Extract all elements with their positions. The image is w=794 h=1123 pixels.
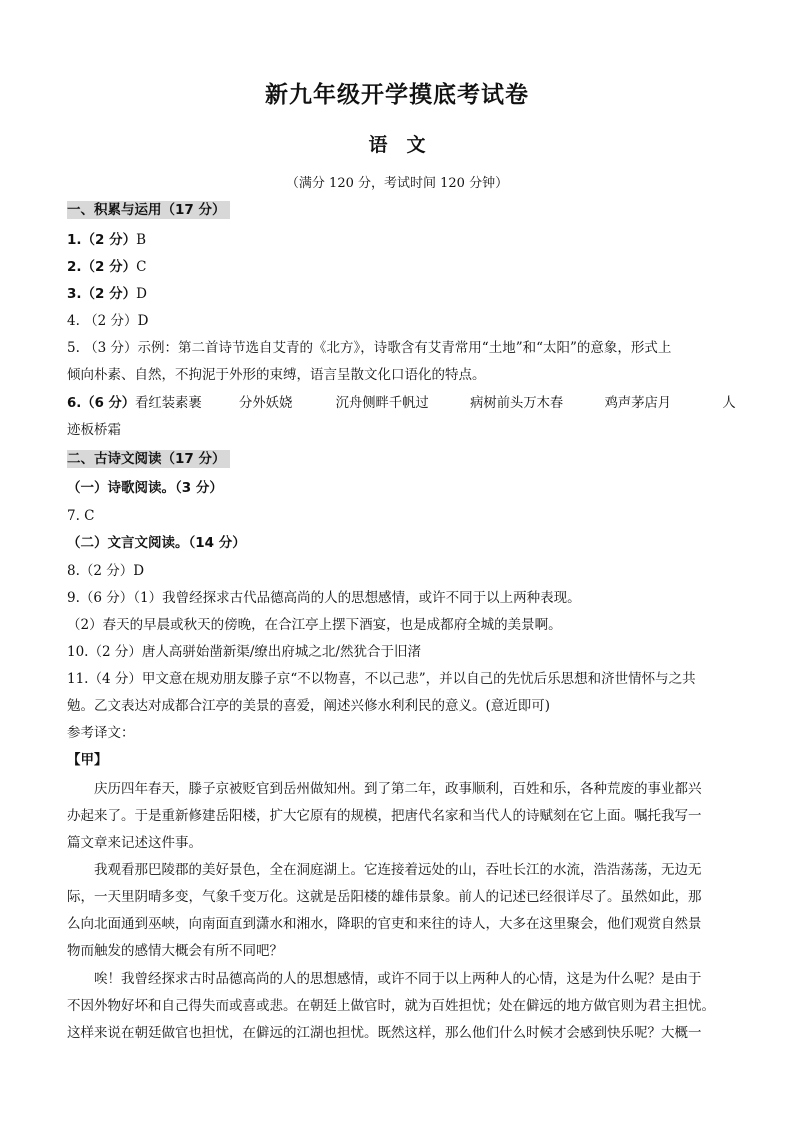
section-2-heading: 二、古诗文阅读（17 分） xyxy=(67,450,230,468)
exam-note: （满分 120 分，考试时间 120 分钟） xyxy=(285,176,509,191)
answer-q5-line1: 5. （3 分）示例：第二首诗节选自艾青的《北方》，诗歌含有艾青常用“土地”和“太阳”的意象，形式上 xyxy=(67,340,672,356)
answer-q10: 10.（2 分）唐人高骈始凿新渠/缭出府城之北/然犹合于旧渚 xyxy=(67,644,421,660)
translation-line: 么向北面通到巫峡，向南面直到潇水和湘水，降职的官吏和来往的诗人，大多在这里聚会，他们观赏自然景 xyxy=(67,916,702,932)
answer-q2: 2.（2 分）C xyxy=(67,259,147,275)
answer-q9-line2: （2）春天的早晨或秋天的傍晚，在合江亭上摆下酒宴，也是成都府全城的美景啊。 xyxy=(67,617,562,633)
answer-q5-line2: 倾向朴素、自然，不拘泥于外形的束缚，语言呈散文化口语化的特点。 xyxy=(67,367,486,383)
answer-q11-line2: 勉。乙文表达对成都合江亭的美景的喜爱，阐述兴修水利利民的意义。(意近即可) xyxy=(67,698,551,714)
part-2-heading: （二）文言文阅读。（14 分） xyxy=(67,535,246,551)
answer-q7: 7. C xyxy=(67,508,95,524)
answer-q6-line2: 迹板桥霜 xyxy=(67,422,121,438)
reference-translation-label: 参考译文： xyxy=(67,725,135,741)
translation-line: 篇文章来记述这件事。 xyxy=(67,835,202,851)
translation-line: 物而触发的感情大概会有所不同吧？ xyxy=(67,943,283,959)
answer-q8: 8.（2 分）D xyxy=(67,563,145,579)
answer-q9-line1: 9.（6 分）（1）我曾经探求古代品德高尚的人的思想感情，或许不同于以上两种表现。 xyxy=(67,590,581,606)
subject-title: 语 文 xyxy=(368,134,426,156)
answer-q11-line1: 11.（4 分）甲文意在规劝朋友滕子京“不以物喜，不以己悲”，并以自己的先忧后乐思想和济世情怀与之共 xyxy=(67,671,696,687)
translation-line: 庆历四年春天，滕子京被贬官到岳州做知州。到了第二年，政事顺利，百姓和乐，各种荒废的事业都兴 xyxy=(67,781,702,797)
translation-line: 这样来说在朝廷做官也担忧，在僻远的江湖也担忧。既然这样，那么他们什么时候才会感到快乐呢？大概一 xyxy=(67,1025,702,1041)
section-1-heading: 一、积累与运用（17 分） xyxy=(67,201,230,219)
translation-line: 我观看那巴陵郡的美好景色，全在洞庭湖上。它连接着远处的山，吞吐长江的水流，浩浩荡荡，无边无 xyxy=(67,862,702,878)
answer-q3: 3.（2 分）D xyxy=(67,286,147,302)
translation-line: 际，一天里阴晴多变，气象千变万化。这就是岳阳楼的雄伟景象。前人的记述已经很详尽了。虽然如此，那 xyxy=(67,889,702,905)
answer-q6-line1: 6.（6 分）看红装素裹 分外妖娆 沉舟侧畔千帆过 病树前头万木春 鸡声茅店月 人 xyxy=(67,395,736,411)
translation-line: 唉！我曾经探求古时品德高尚的人的思想感情，或许不同于以上两种人的心情，这是为什么呢？是由于 xyxy=(67,971,702,987)
translation-line: 不因外物好坏和自己得失而或喜或悲。在朝廷上做官时，就为百姓担忧；处在僻远的地方做官则为君主担忧。 xyxy=(67,998,715,1014)
answer-q4: 4. （2 分）D xyxy=(67,313,149,329)
translation-line: 办起来了。于是重新修建岳阳楼，扩大它原有的规模，把唐代名家和当代人的诗赋刻在它上面。嘱托我写一 xyxy=(67,808,702,824)
passage-jia-label: 【甲】 xyxy=(67,752,108,768)
part-1-heading: （一）诗歌阅读。（3 分） xyxy=(67,480,223,496)
answer-q1: 1.（2 分）B xyxy=(67,232,147,248)
page-title: 新九年级开学摸底考试卷 xyxy=(265,82,529,108)
